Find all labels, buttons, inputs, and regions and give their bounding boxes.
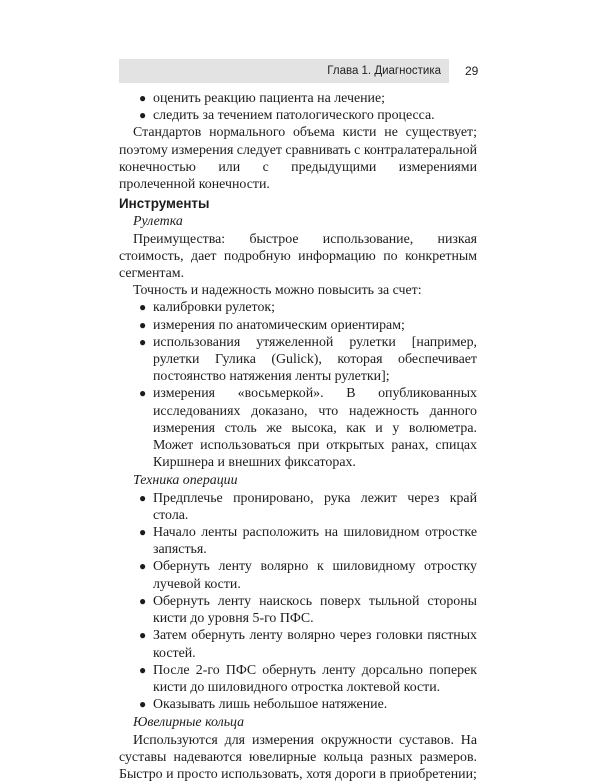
list-item: ● Затем обернуть ленту волярно через головки пястных костей.: [139, 628, 477, 661]
paragraph-volume: Стандартов нормального объема кисти не существует; поэтому измерения следует сравнивать с контралатеральной конечностью или с предыдущими измерениями пролеченной конечности.: [119, 125, 478, 193]
bullet-icon: ●: [139, 334, 147, 349]
list-item: ● измерения по анатомическим ориентирам;: [139, 317, 405, 333]
bullet-icon: ●: [139, 108, 147, 123]
bullet-icon: ●: [139, 662, 147, 677]
paragraph-accuracy: Точность и надежность можно повысить за счет:: [133, 283, 422, 299]
bullet-icon: ●: [139, 317, 147, 332]
bullet-icon: ●: [139, 300, 147, 315]
subheading-technique: Техника операции: [133, 473, 238, 489]
list-item: ● измерения «восьмеркой». В опубликованных исследованиях доказано, что надежность данного измерения столь же высока, как и у волюметра. Может использоваться при открытых ранах, спицах Киршнера и внешних фиксаторах.: [139, 386, 477, 471]
chapter-title: Глава 1. Диагностика: [327, 65, 441, 77]
bullet-icon: ●: [139, 386, 147, 401]
list-item: ● калибровки рулеток;: [139, 300, 275, 316]
list-item: ● Оказывать лишь небольшое натяжение.: [139, 697, 388, 713]
subheading-rings: Ювелирные кольца: [133, 715, 245, 731]
bullet-icon: ●: [139, 697, 147, 712]
subheading-tape: Рулетка: [133, 214, 183, 230]
bullet-icon: ●: [139, 490, 147, 505]
list-item: ● Обернуть ленту наискось поверх тыльной стороны кисти до уровня 5-го ПФС.: [139, 593, 477, 627]
list-item: ● Начало ленты расположить на шиловидном отростке запястья.: [139, 525, 477, 558]
bullet-icon: ●: [139, 593, 147, 608]
running-head: [119, 59, 449, 83]
tape-bullet-list: [119, 299, 477, 471]
list-item: ● Обернуть ленту волярно к шиловидному отростку лучевой кости.: [139, 559, 477, 592]
paragraph-rings: Используются для измерения окружности суставов. На суставы надеваются ювелирные кольца разных размеров. Быстро и просто использовать, хотя дороги в приобретении;: [119, 732, 477, 782]
bullet-icon: ●: [139, 559, 147, 574]
list-item: ● оценить реакцию пациента на лечение;: [139, 91, 386, 106]
list-item: ● Предплечье пронировано, рука лежит через край стола.: [139, 490, 477, 523]
bullet-icon: ●: [139, 91, 147, 105]
technique-bullet-list: [119, 490, 477, 714]
list-item: ● использования утяжеленной рулетки [например, рулетки Гулика (Gulick), которая обеспечивает постоянство натяжения ленты рулетки];: [139, 334, 477, 385]
bullet-icon: ●: [139, 525, 147, 540]
top-bullet-list: [119, 90, 477, 124]
paragraph-advantages: Преимущества: быстрое использование, низкая стоимость, дает подробную информацию по конкретным сегментам.: [119, 231, 477, 282]
page-number: 29: [465, 64, 479, 78]
section-heading: Инструменты: [119, 196, 210, 212]
page-content: [119, 90, 477, 783]
list-item: ● После 2-го ПФС обернуть ленту дорсально поперек кисти до шиловидного отростка локтевой кости.: [139, 662, 477, 695]
list-item: ● следить за течением патологического процесса.: [139, 108, 435, 124]
bullet-icon: ●: [139, 628, 147, 643]
